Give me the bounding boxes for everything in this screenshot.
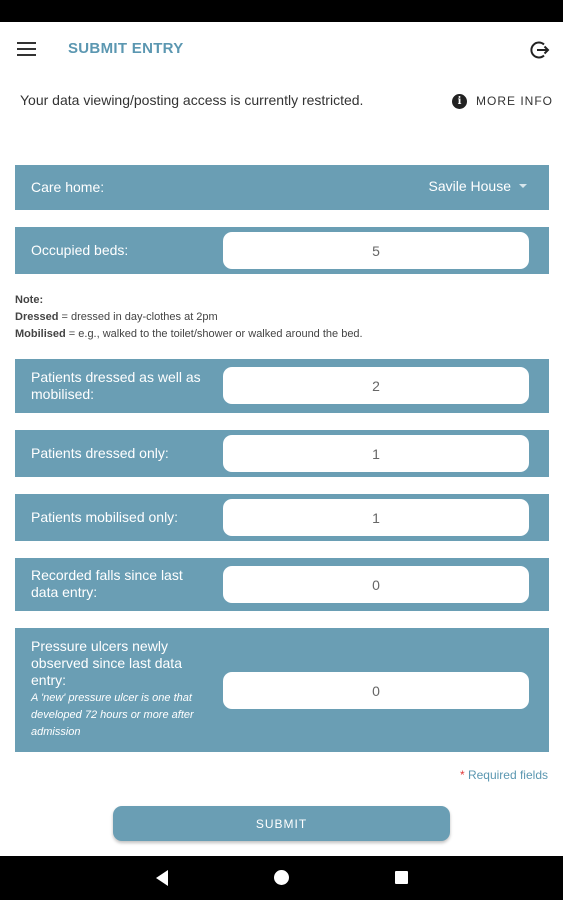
home-icon[interactable]	[274, 870, 289, 885]
care-home-select[interactable]	[429, 178, 528, 194]
care-home-row	[15, 165, 549, 210]
app-bar	[0, 22, 563, 76]
note-title: Note:	[15, 294, 44, 306]
pressure-ulcers-label	[31, 638, 211, 741]
occupied-beds-input[interactable]	[223, 232, 529, 269]
hamburger-menu-icon[interactable]	[17, 42, 36, 56]
required-star: *	[459, 768, 465, 782]
android-nav-bar	[0, 856, 563, 900]
recent-apps-icon[interactable]	[395, 871, 408, 884]
back-icon[interactable]	[156, 870, 168, 886]
mobilised-only-label: Patients mobilised only:	[31, 509, 179, 525]
mobilised-only-row	[15, 494, 549, 541]
care-home-label: Care home:	[31, 179, 105, 195]
required-fields-note	[460, 768, 548, 782]
access-restricted-notice: Your data viewing/posting access is currently restricted.	[20, 92, 364, 108]
care-home-value: Savile House	[428, 178, 511, 194]
dressed-only-row	[15, 430, 549, 477]
mobilised-definition: = e.g., walked to the toilet/shower or walked around the bed.	[65, 328, 363, 340]
required-fields-text: Required fields	[464, 768, 548, 782]
dressed-and-mobilised-row	[15, 359, 549, 413]
pressure-ulcers-row	[15, 628, 549, 752]
occupied-beds-label: Occupied beds:	[31, 242, 129, 258]
submit-button[interactable]: SUBMIT	[113, 806, 450, 841]
dressed-only-label: Patients dressed only:	[31, 445, 169, 461]
chevron-down-icon	[519, 184, 527, 188]
status-bar	[0, 0, 563, 22]
page-title: SUBMIT ENTRY	[68, 40, 184, 57]
mobilised-only-input[interactable]	[223, 499, 529, 536]
mobilised-term: Mobilised	[15, 328, 66, 340]
pressure-ulcers-input[interactable]	[223, 672, 529, 709]
dressed-definition: = dressed in day-clothes at 2pm	[58, 311, 218, 323]
info-icon: i	[452, 94, 467, 109]
logout-icon[interactable]	[529, 39, 551, 61]
dressed-only-input[interactable]	[223, 435, 529, 472]
pressure-ulcers-hint: A 'new' pressure ulcer is one that developed 72 hours or more after admission	[31, 692, 194, 738]
occupied-beds-row	[15, 227, 549, 274]
pressure-ulcers-label-text: Pressure ulcers newly observed since last data entry:	[31, 638, 182, 688]
recorded-falls-row	[15, 558, 549, 611]
more-info-label: MORE INFO	[476, 94, 553, 108]
more-info-button[interactable]	[452, 93, 553, 109]
recorded-falls-label: Recorded falls since last data entry:	[31, 567, 183, 600]
dressed-term: Dressed	[15, 311, 59, 323]
definitions-note	[15, 292, 363, 343]
recorded-falls-input[interactable]	[223, 566, 529, 603]
dressed-and-mobilised-input[interactable]	[223, 367, 529, 404]
dressed-and-mobilised-label: Patients dressed as well as mobilised:	[31, 369, 201, 402]
